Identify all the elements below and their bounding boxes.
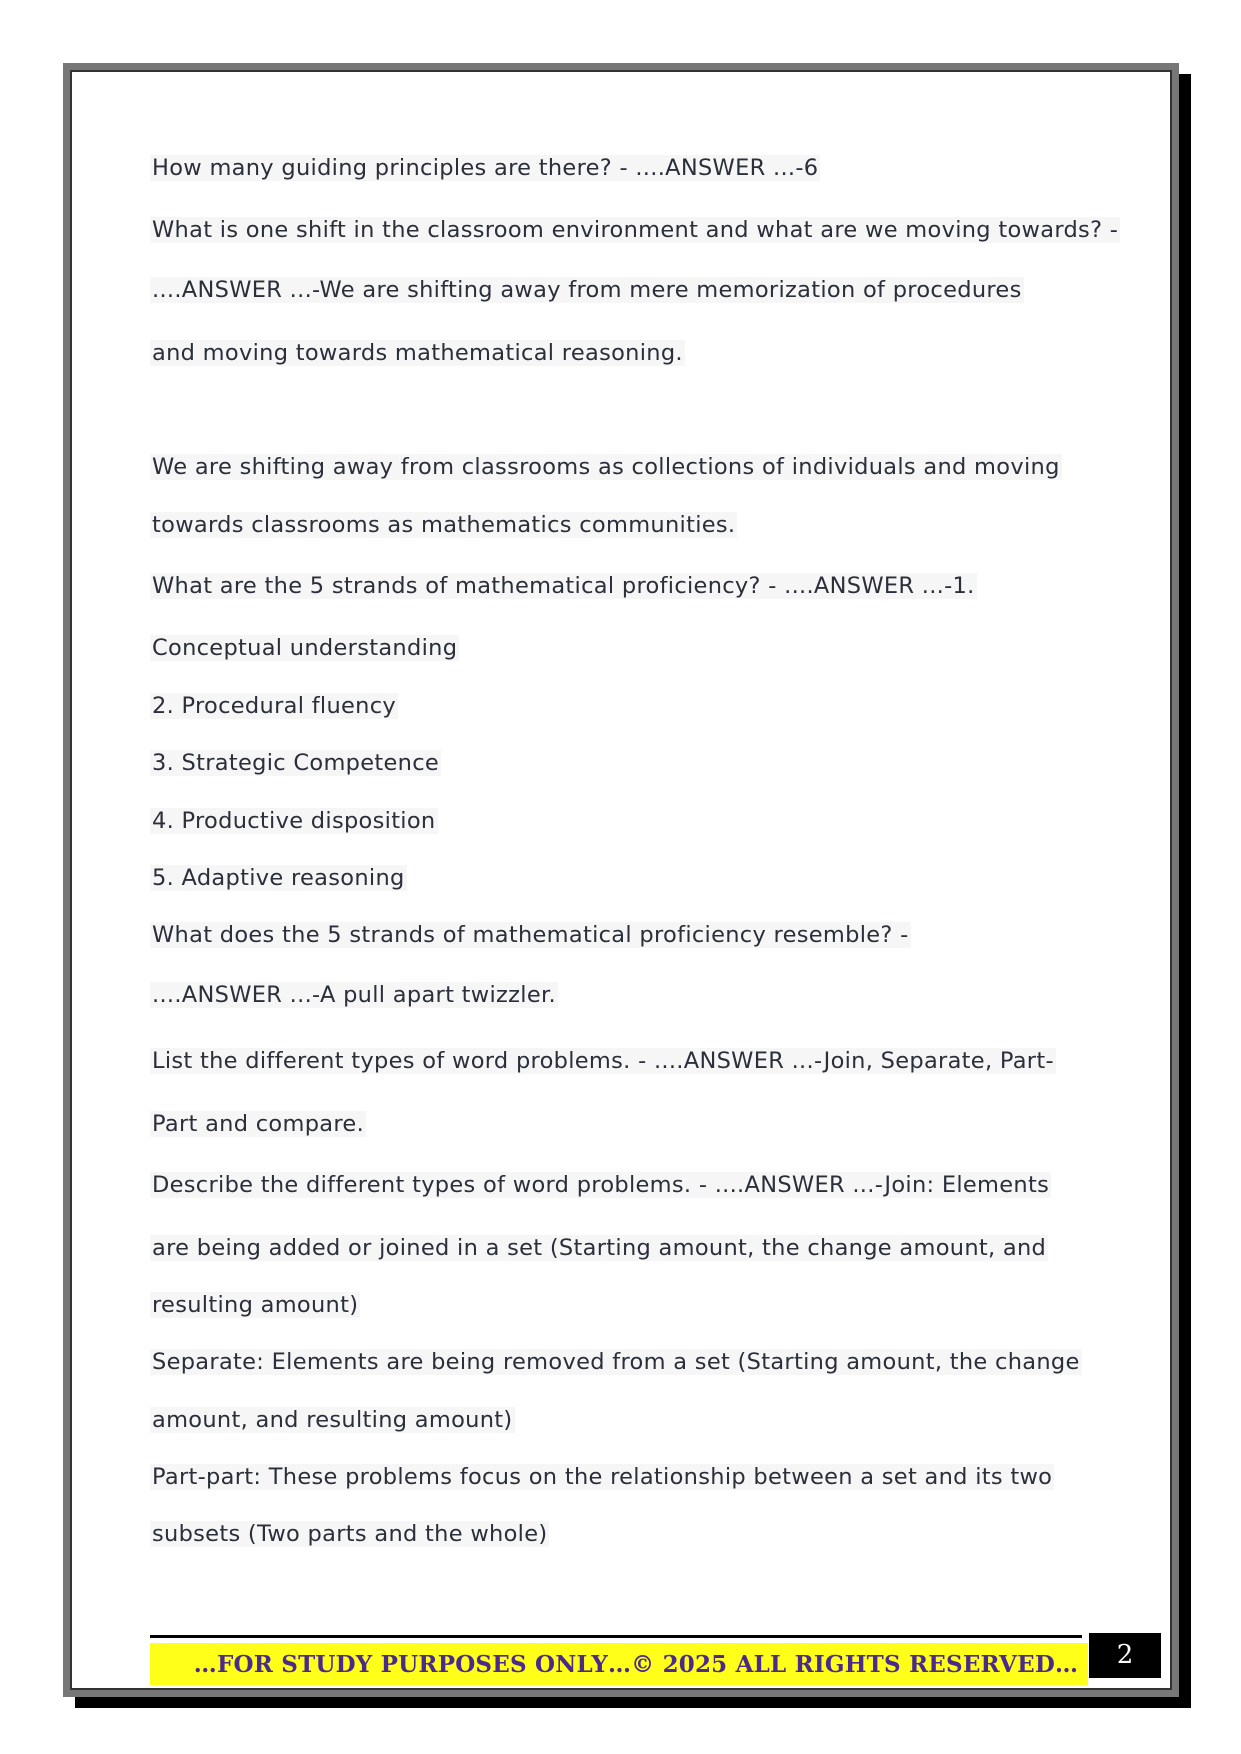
text-line: 4. Productive disposition [152, 808, 436, 834]
text-line: amount, and resulting amount) [152, 1407, 513, 1433]
text-line: subsets (Two parts and the whole) [152, 1521, 548, 1547]
text-line: ....ANSWER ...-We are shifting away from mere memorization of procedures [152, 277, 1022, 303]
page-number: 2 [1116, 1640, 1134, 1670]
text-line: Separate: Elements are being removed from a set (Starting amount, the change [152, 1349, 1080, 1375]
text-line: Part and compare. [152, 1111, 365, 1137]
text-line: and moving towards mathematical reasoning. [152, 340, 683, 366]
text-line: What is one shift in the classroom environment and what are we moving towards? - [152, 217, 1119, 243]
text-line: 2. Procedural fluency [152, 693, 397, 719]
text-line: What does the 5 strands of mathematical proficiency resemble? - [152, 922, 909, 948]
text-line: resulting amount) [152, 1292, 359, 1318]
text-line: 5. Adaptive reasoning [152, 865, 405, 891]
text-line: ....ANSWER ...-A pull apart twizzler. [152, 982, 556, 1008]
text-line: We are shifting away from classrooms as collections of individuals and moving [152, 454, 1060, 480]
footer-copyright: …FOR STUDY PURPOSES ONLY…© 2025 ALL RIGHTS RESERVED… [193, 1651, 1079, 1678]
text-line: List the different types of word problems. - ....ANSWER ...-Join, Separate, Part- [152, 1048, 1054, 1074]
text-line: are being added or joined in a set (Starting amount, the change amount, and [152, 1235, 1047, 1261]
text-line: How many guiding principles are there? - ....ANSWER ...-6 [152, 155, 819, 181]
text-line: What are the 5 strands of mathematical proficiency? - ....ANSWER ...-1. [152, 573, 975, 599]
text-line: Part-part: These problems focus on the relationship between a set and its two [152, 1464, 1053, 1490]
footer-divider [150, 1635, 1082, 1638]
text-line: towards classrooms as mathematics communities. [152, 512, 736, 538]
text-line: Describe the different types of word problems. - ....ANSWER ...-Join: Elements [152, 1172, 1050, 1198]
text-line: Conceptual understanding [152, 635, 458, 661]
text-line: 3. Strategic Competence [152, 750, 440, 776]
